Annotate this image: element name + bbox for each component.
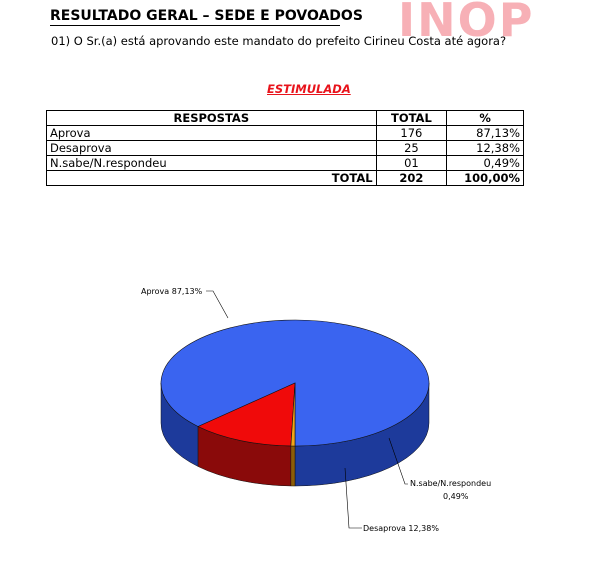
row-percent: 0,49% xyxy=(447,156,524,171)
row-total: 176 xyxy=(376,126,447,141)
row-percent: 87,13% xyxy=(447,126,524,141)
column-header-respostas: RESPOSTAS xyxy=(47,111,377,126)
row-total: 01 xyxy=(376,156,447,171)
data-label: 0,49% xyxy=(443,492,469,501)
page-title: RESULTADO GERAL – SEDE E POVOADOS xyxy=(50,8,363,24)
total-count: 202 xyxy=(376,171,447,186)
company-logo: INOP xyxy=(398,0,535,46)
row-percent: 12,38% xyxy=(447,141,524,156)
row-total: 25 xyxy=(376,141,447,156)
data-label: Aprova 87,13% xyxy=(141,287,203,296)
column-header-total: TOTAL xyxy=(376,111,447,126)
data-label: N.sabe/N.respondeu xyxy=(410,479,492,488)
leader-line xyxy=(206,291,228,318)
row-label: Desaprova xyxy=(47,141,377,156)
column-header-percent: % xyxy=(447,111,524,126)
total-percent: 100,00% xyxy=(447,171,524,186)
row-label: N.sabe/N.respondeu xyxy=(47,156,377,171)
pie-slice-side xyxy=(291,446,295,486)
total-label: TOTAL xyxy=(47,171,377,186)
data-label: Desaprova 12,38% xyxy=(363,524,439,533)
survey-question: 01) O Sr.(a) está aprovando este mandato do prefeito Cirineu Costa até agora? xyxy=(51,34,507,48)
row-label: Aprova xyxy=(47,126,377,141)
section-subtitle: ESTIMULADA xyxy=(267,82,351,96)
